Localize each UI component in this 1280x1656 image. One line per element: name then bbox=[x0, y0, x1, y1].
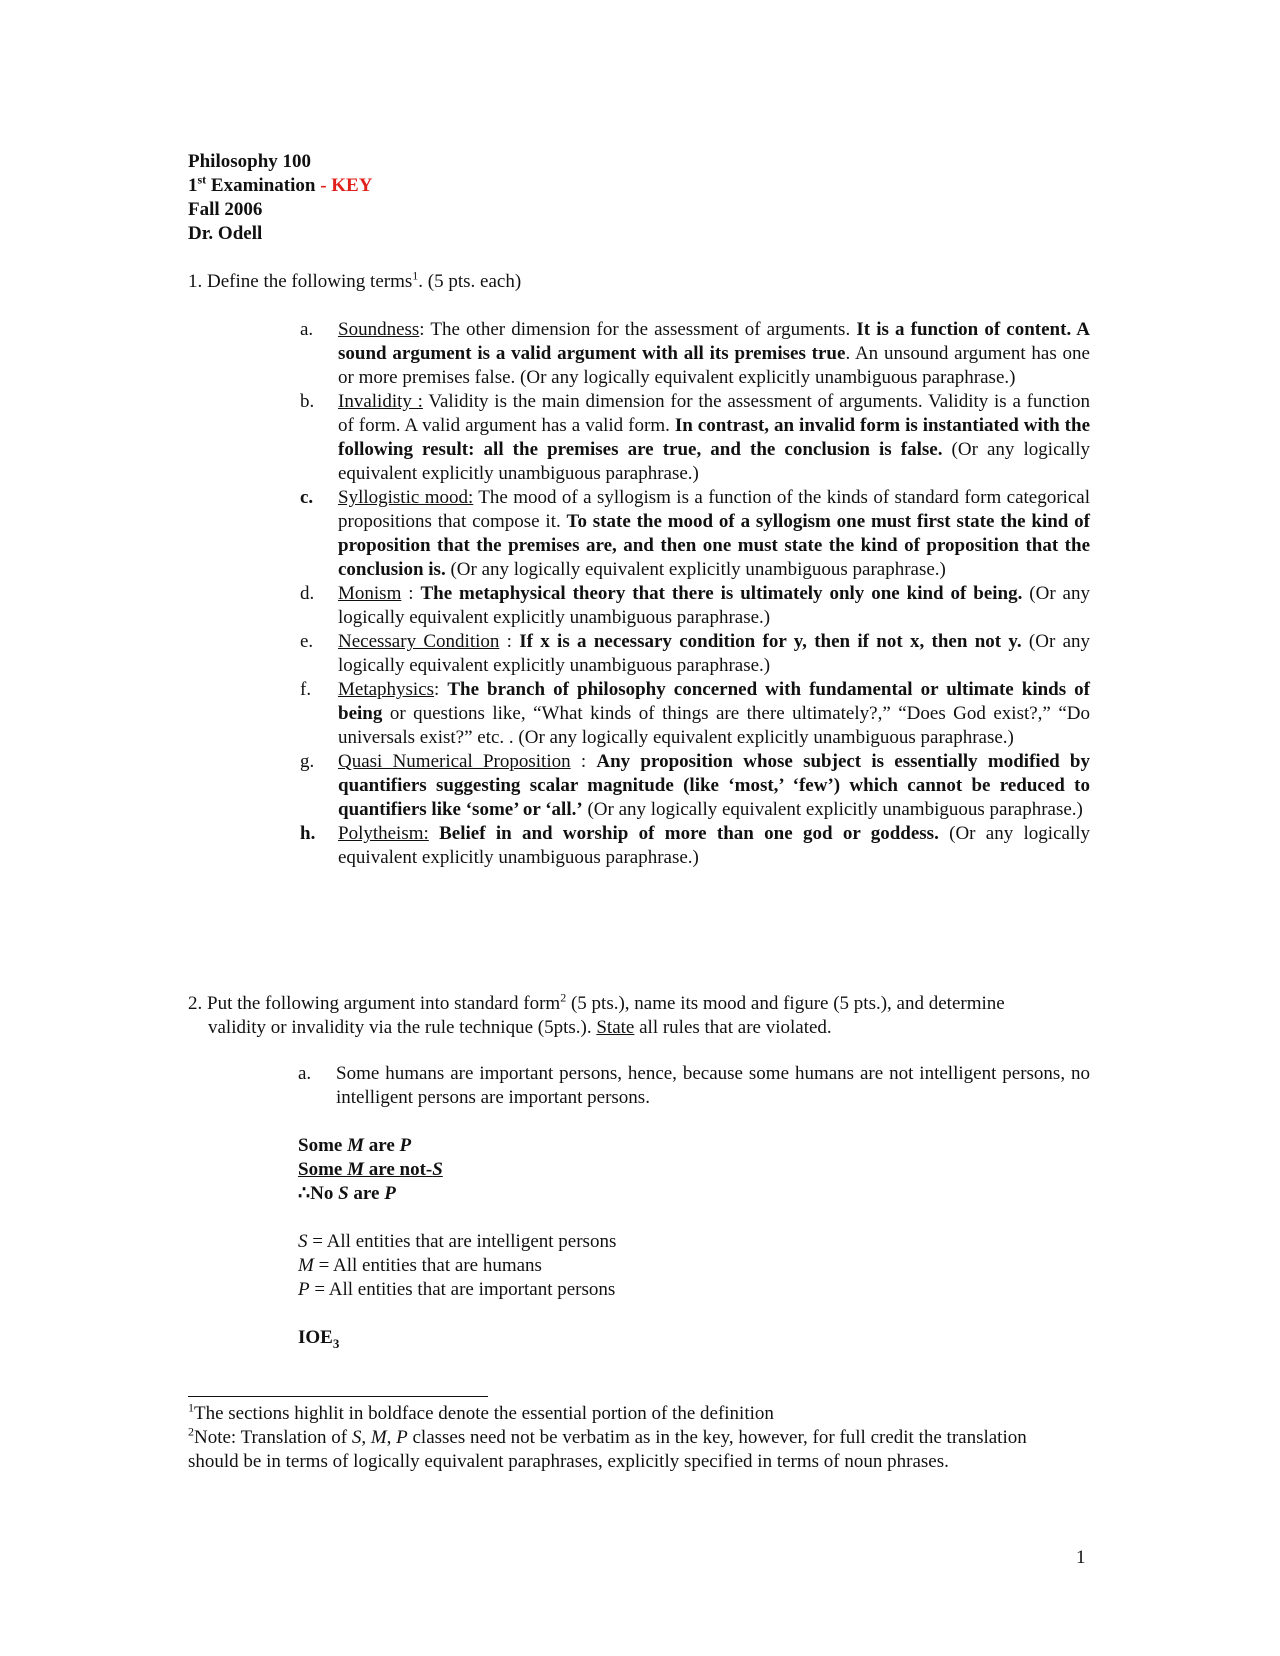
var-m: M bbox=[298, 1255, 314, 1276]
class-m bbox=[298, 1254, 616, 1278]
footnote-number: 2 bbox=[188, 1424, 194, 1439]
term-p: P bbox=[384, 1183, 396, 1204]
item-label: e. bbox=[300, 631, 314, 652]
def-text: : bbox=[499, 631, 520, 652]
def-essential: Any proposition whose subject is essentially modified by quantifiers suggesting scalar magnitude (like ‘most,’ ‘few’) which cannot be reduced to quantifiers like ‘some’ or ‘all.’ bbox=[338, 751, 1090, 820]
q1-points: . (5 pts. each) bbox=[418, 271, 522, 292]
term-name: Syllogistic mood: bbox=[338, 487, 474, 508]
therefore-symbol: ∴ bbox=[298, 1183, 311, 1204]
item-label: d. bbox=[300, 583, 315, 604]
def-essential: The metaphysical theory that there is ultimately only one kind of being. bbox=[420, 583, 1023, 604]
def-text: The mood of a syllogism is a function of the kinds of standard form categorical propositions that compose it. bbox=[338, 487, 1090, 532]
definition-list bbox=[300, 318, 1090, 870]
exam-title bbox=[188, 174, 372, 198]
copula: are not- bbox=[363, 1159, 433, 1180]
course-title: Philosophy 100 bbox=[188, 151, 312, 172]
definition-d bbox=[300, 582, 1090, 630]
exam-word: Examination bbox=[206, 175, 316, 196]
def-essential: If x is a necessary condition for y, then if not x, then not y. bbox=[519, 631, 1022, 652]
conclusion bbox=[298, 1182, 443, 1206]
exam-term: Fall 2006 bbox=[188, 199, 263, 220]
copula: are bbox=[348, 1183, 385, 1204]
footnote-1 bbox=[188, 1402, 1068, 1426]
def-essential: The branch of philosophy concerned with fundamental or ultimate kinds of being bbox=[338, 679, 1090, 724]
item-label: h. bbox=[300, 823, 316, 844]
mood-figure bbox=[298, 1326, 339, 1356]
definition-f bbox=[300, 678, 1090, 750]
footnotes bbox=[188, 1402, 1068, 1474]
quantifier: Some bbox=[298, 1159, 348, 1180]
term-name: Metaphysics bbox=[338, 679, 435, 700]
class-def: = All entities that are intelligent persons bbox=[307, 1231, 617, 1252]
def-text: (Or any logically equivalent explicitly unambiguous paraphrase.) bbox=[582, 799, 1083, 820]
definition-e bbox=[300, 630, 1090, 678]
term-name: Polytheism: bbox=[338, 823, 429, 844]
figure: 3 bbox=[332, 1335, 340, 1351]
def-essential: In contrast, an invalid form is instantiated with the following result: all the premises are true, and the conclusion is false. bbox=[338, 415, 1091, 460]
q2-text: 2. Put the following argument into standard form bbox=[188, 993, 561, 1014]
var-p: P bbox=[396, 1427, 408, 1448]
item-label: b. bbox=[300, 391, 315, 412]
q2-line-1 bbox=[188, 992, 1088, 1016]
definition-b bbox=[300, 390, 1090, 486]
exam-number: 1 bbox=[188, 175, 198, 196]
var-p: P bbox=[298, 1279, 310, 1300]
item-label: a. bbox=[300, 319, 314, 340]
state-word: State bbox=[596, 1017, 635, 1038]
q2-text: all rules that are violated. bbox=[634, 1017, 832, 1038]
class-def: = All entities that are important persons bbox=[309, 1279, 616, 1300]
def-text: : The other dimension for the assessment of arguments. bbox=[419, 319, 857, 340]
footnote-number: 1 bbox=[188, 1400, 194, 1415]
separator: , bbox=[386, 1427, 397, 1448]
term-name: Monism bbox=[338, 583, 402, 604]
term-name: Invalidity : bbox=[338, 391, 423, 412]
question-2-prompt bbox=[188, 992, 1088, 1040]
quantifier: No bbox=[310, 1183, 339, 1204]
class-p bbox=[298, 1278, 616, 1302]
item-label: f. bbox=[300, 679, 312, 700]
term-m: M bbox=[347, 1135, 364, 1156]
def-text: Validity is the main dimension for the assessment of arguments. Validity is a function of form. A valid argument has a valid form. bbox=[338, 391, 1090, 436]
footnote-divider bbox=[188, 1396, 488, 1397]
page-number: 1 bbox=[1076, 1547, 1086, 1568]
var-m: M bbox=[370, 1427, 387, 1448]
term-s: S bbox=[338, 1183, 349, 1204]
def-text: : bbox=[401, 583, 421, 604]
footnote-text: classes need not be verbatim as in the key, however, for full credit the translation should be in terms of logically equivalent paraphrases, explicitly specified in terms of noun phrases. bbox=[188, 1427, 1027, 1472]
class-definitions bbox=[298, 1230, 616, 1302]
def-text: : bbox=[434, 679, 448, 700]
var-s: S bbox=[298, 1231, 308, 1252]
key-label: - KEY bbox=[315, 175, 373, 196]
definition-a bbox=[300, 318, 1090, 390]
item-label: c. bbox=[300, 487, 314, 508]
def-text: (Or any logically equivalent explicitly unambiguous paraphrase.) bbox=[338, 583, 1090, 628]
exam-header bbox=[188, 150, 372, 246]
def-text: . An unsound argument has one or more premises false. (Or any logically equivalent explicitly unambiguous paraphrase.) bbox=[338, 343, 1090, 388]
term-name: Necessary Condition bbox=[338, 631, 500, 652]
term-s: S bbox=[432, 1159, 443, 1180]
def-essential: Belief in and worship of more than one god or goddess. bbox=[439, 823, 939, 844]
var-s: S bbox=[351, 1427, 362, 1448]
standard-form-syllogism bbox=[298, 1134, 443, 1206]
instructor: Dr. Odell bbox=[188, 223, 263, 244]
definition-h bbox=[300, 822, 1090, 870]
def-text: (Or any logically equivalent explicitly unambiguous paraphrase.) bbox=[338, 439, 1090, 484]
footnote-2 bbox=[188, 1426, 1068, 1474]
item-label: g. bbox=[300, 751, 315, 772]
exam-ordinal: st bbox=[197, 172, 207, 187]
q2-text: validity or invalidity via the rule technique (5pts.). bbox=[208, 1017, 597, 1038]
def-text bbox=[429, 823, 439, 844]
separator: , bbox=[361, 1427, 371, 1448]
term-m: M bbox=[347, 1159, 364, 1180]
term-name: Soundness bbox=[338, 319, 420, 340]
term-p: P bbox=[399, 1135, 412, 1156]
def-essential: It is a function of content. A sound argument is a valid argument with all its premises true bbox=[338, 319, 1090, 364]
q1-text: 1. Define the following terms bbox=[188, 271, 413, 292]
def-text: (Or any logically equivalent explicitly unambiguous paraphrase.) bbox=[445, 559, 946, 580]
mood: IOE bbox=[298, 1327, 333, 1348]
footnote-text: Note: Translation of bbox=[194, 1427, 352, 1448]
definition-c bbox=[300, 486, 1090, 582]
footnote-ref-2: 2 bbox=[560, 990, 567, 1005]
argument-text: Some humans are important persons, hence, because some humans are not intelligent persons, no intelligent persons are important persons. bbox=[336, 1063, 1090, 1108]
def-text: (Or any logically equivalent explicitly unambiguous paraphrase.) bbox=[338, 631, 1091, 676]
footnote-text: The sections highlit in boldface denote the essential portion of the definition bbox=[194, 1403, 774, 1424]
copula: are bbox=[363, 1135, 400, 1156]
class-s bbox=[298, 1230, 616, 1254]
minor-premise bbox=[298, 1158, 443, 1182]
definition-g bbox=[300, 750, 1090, 822]
class-def: = All entities that are humans bbox=[313, 1255, 542, 1276]
major-premise bbox=[298, 1134, 443, 1158]
q2-text: (5 pts.), name its mood and figure (5 pts.), and determine bbox=[566, 993, 1005, 1014]
item-label: a. bbox=[298, 1063, 312, 1084]
footnote-ref-1: 1 bbox=[412, 268, 419, 283]
question-1-prompt bbox=[188, 270, 521, 294]
def-text: or questions like, “What kinds of things are there ultimately?,” “Does God exist?,” “Do universals exist?” etc. . (Or any logically equivalent explicitly unambiguous paraphrase.) bbox=[338, 703, 1090, 748]
def-text: : bbox=[570, 751, 597, 772]
def-text: (Or any logically equivalent explicitly unambiguous paraphrase.) bbox=[338, 823, 1091, 868]
term-name: Quasi Numerical Proposition bbox=[338, 751, 571, 772]
q2-line-2 bbox=[188, 1016, 1088, 1040]
question-2a bbox=[298, 1062, 1090, 1110]
def-essential: To state the mood of a syllogism one must first state the kind of proposition that the premises are, and then one must state the kind of proposition that the conclusion is. bbox=[338, 511, 1090, 580]
quantifier: Some bbox=[298, 1135, 348, 1156]
